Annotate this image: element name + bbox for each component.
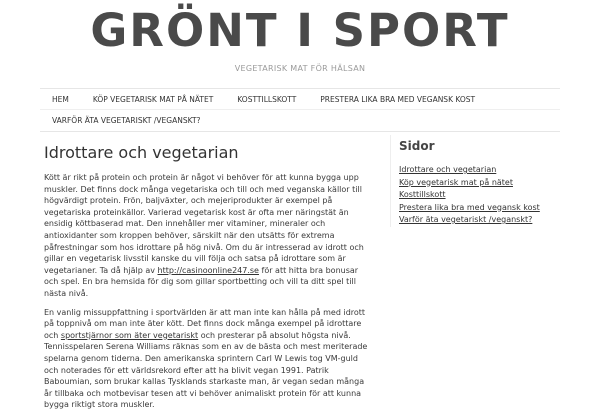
paragraph-text: En vanlig missuppfattning i sportvärlden är att man inte kan hålla på med idrott på toppnivå om man inte äter kött. Det finns dock många exempel på idrottare och [44,307,366,340]
sidebar-title: Sidor [399,139,435,153]
post-paragraph-2 [44,307,374,411]
nav-item-kosttillskott[interactable]: KOSTTILLSKOTT [237,94,297,104]
nav-item-kop-vegetarisk-mat[interactable]: KÖP VEGETARISK MAT PÅ NÄTET [92,94,214,104]
site-description: VEGETARISK MAT FÖR HÄLSAN [234,64,366,73]
paragraph-text: och presterar på absolut högsta nivå. Tennisspelaren Serena Williams räknas som en av de bästa och mest meriterade spelarna genom tiderna. Den amerikanska sprintern Carl W Lewis tog VM-guld och noterades för ett världsrekord efter att ha blivit vegan 1991. Patrik Baboumian, som brukar kallas Tysklands starkaste man, är vegan sedan många år tillbaka och motbevisar tesen att vi behöver animaliskt protein för att kunna bygga riktigt stora muskler. [44,330,368,410]
sidebar-link-kosttillskott[interactable]: Kosttillskott [399,190,446,199]
paragraph-text: Kött är rikt på protein och protein är något vi behöver för att kunna bygga upp muskler. Det finns dock många vegetariska och till och med veganska källor till högvärdigt protein. Frön, baljväxter, och mejeriprodukter är exempel på vegetariska proteinkällor. Varierad vegetarisk kost är ofta mer näringstät än ensidig köttbaserad mat. Den innehåller mer vitaminer, mineraler och antioxidanter som kroppen behöver, särskilt när den utsätts för extrema påfrestningar som hos idrottare på hög nivå. Om du är intresserad av idrott och gillar en vegetarisk livsstil kanske du vill följa och satsa på idrottare som är vegetarianer. Ta då hjälp av [44,173,364,275]
paragraph-text: för att hitta bra bonusar och spel. En bra hemsida för dig som gillar sportbetting och vill ta ditt spel till nästa nivå. [44,265,359,298]
sidebar [390,135,560,227]
nav-item-prestera[interactable]: PRESTERA LIKA BRA MED VEGANSK KOST [320,94,476,104]
post-title: Idrottare och vegetarian [44,143,239,162]
nav-row-2 [40,110,560,131]
nav-item-hem[interactable]: HEM [52,94,69,104]
nav-row-1 [40,89,560,110]
nav-item-varfor[interactable]: VARFÖR ÄTA VEGETARISKT /VEGANSKT? [52,116,201,125]
sidebar-link-varfor[interactable]: Varför äta vegetariskt /veganskt? [399,215,533,224]
main-content [44,143,374,418]
site-title[interactable]: GRÖNT I SPORT [90,4,510,57]
sidebar-link-idrottare[interactable]: Idrottare och vegetarian [399,165,497,174]
post-paragraph-1 [44,172,374,300]
main-navigation [40,88,560,132]
casino-link[interactable]: http://casinoonline247.se [157,265,259,275]
sidebar-link-prestera[interactable]: Prestera lika bra med vegansk kost [399,202,540,212]
sidebar-link-kop-mat[interactable]: Köp vegetarisk mat på nätet [399,177,513,187]
vegetarian-athletes-link[interactable]: sportstjärnor som äter vegetariskt [60,330,199,340]
site-header [0,0,600,78]
